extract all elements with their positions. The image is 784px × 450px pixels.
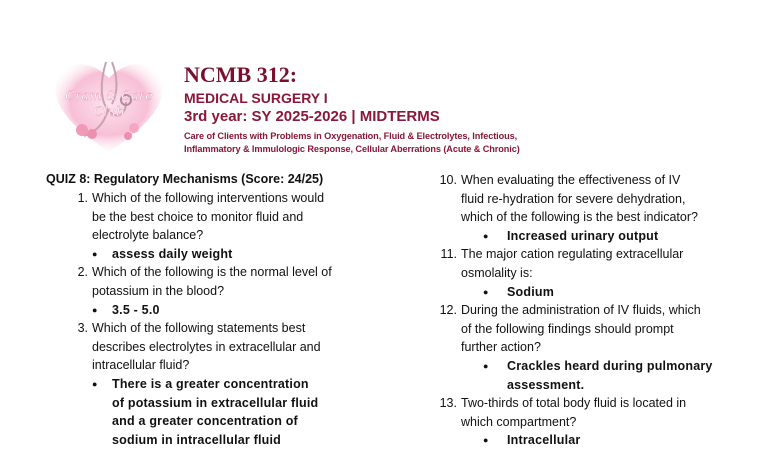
bullet-icon: ● xyxy=(483,435,489,446)
question-number: 10. xyxy=(439,173,457,187)
course-scope-line: Inflammatory & Immulologic Response, Cellular Aberrations (Acute & Chronic) xyxy=(184,143,520,154)
question-number: 2. xyxy=(77,265,88,280)
question-item xyxy=(437,171,777,227)
question-text-line: further action? xyxy=(461,340,541,355)
quiz-title: QUIZ 8: Regulatory Mechanisms (Score: 24/25) xyxy=(46,172,324,186)
question-number: 13. xyxy=(439,396,457,411)
question-text-line: Which of the following interventions would xyxy=(92,191,325,205)
term-label: 3rd year: SY 2025-2026 | MIDTERMS xyxy=(184,108,440,125)
answer-item xyxy=(66,245,376,264)
answer-text-line: and a greater concentration of xyxy=(112,414,298,429)
logo-text-club: Club xyxy=(93,105,125,120)
question-text-line: intracellular fluid? xyxy=(92,358,190,373)
question-list-left xyxy=(66,189,376,449)
question-number: 1. xyxy=(77,191,88,205)
question-text-line: osmolality is: xyxy=(461,265,533,280)
course-scope xyxy=(184,130,774,155)
bullet-icon: ● xyxy=(483,230,489,241)
club-logo xyxy=(48,52,170,158)
answer-text-line: assess daily weight xyxy=(112,246,233,261)
question-text-line: be the best choice to monitor fluid and xyxy=(92,209,304,224)
answer-text-line: Intracellular xyxy=(507,433,581,448)
question-number: 3. xyxy=(77,321,88,336)
document-header xyxy=(184,62,774,155)
question-item xyxy=(437,394,777,431)
question-item xyxy=(437,245,777,282)
question-text-line: Two-thirds of total body fluid is located in xyxy=(461,396,687,411)
bullet-icon: ● xyxy=(483,286,489,297)
question-item xyxy=(66,189,376,245)
question-text-line: describes electrolytes in extracellular and xyxy=(92,339,321,354)
question-text-line: potassium in the blood? xyxy=(92,283,225,298)
answer-item xyxy=(437,227,777,246)
answer-text-line: Sodium xyxy=(507,284,555,299)
question-text-line: During the administration of IV fluids, which xyxy=(461,303,701,318)
answer-text-line: sodium in intracellular fluid xyxy=(112,432,282,447)
question-text-line: electrolyte balance? xyxy=(92,228,204,243)
answer-text-line: Increased urinary output xyxy=(507,228,659,243)
heart-icon xyxy=(48,52,170,158)
question-text-line: The major cation regulating extracellular xyxy=(461,247,684,262)
answer-text-line: assessment. xyxy=(507,377,585,392)
answer-item xyxy=(66,375,376,449)
question-text-line: Which of the following statements best xyxy=(92,321,306,336)
course-code: NCMB 312: xyxy=(184,62,298,87)
question-list-right xyxy=(437,171,777,450)
answer-item xyxy=(437,357,777,394)
course-scope-line: Care of Clients with Problems in Oxygenation, Fluid & Electrolytes, Infectious, xyxy=(184,131,518,141)
logo-text: Cram & Care xyxy=(65,89,153,104)
question-text-line: of the following findings should prompt xyxy=(461,321,674,336)
course-name: MEDICAL SURGERY I xyxy=(184,90,328,106)
answer-text-line: 3.5 - 5.0 xyxy=(112,302,160,317)
question-text-line: fluid re-hydration for severe dehydration, xyxy=(461,191,686,206)
bullet-icon: ● xyxy=(92,304,98,315)
question-text-line: which compartment? xyxy=(461,414,577,429)
answer-item xyxy=(437,283,777,302)
answer-item xyxy=(66,301,376,320)
question-text-line: which of the following is the best indicator? xyxy=(461,210,698,225)
bullet-icon: ● xyxy=(483,360,489,371)
question-item xyxy=(66,263,376,300)
bullet-icon: ● xyxy=(92,378,98,389)
question-item xyxy=(66,319,376,375)
question-number: 11. xyxy=(440,247,457,262)
bullet-icon: ● xyxy=(92,248,98,259)
question-item xyxy=(437,301,777,357)
question-text-line: When evaluating the effectiveness of IV xyxy=(461,173,681,187)
answer-text-line: Crackles heard during pulmonary xyxy=(507,358,713,373)
question-number: 12. xyxy=(439,303,457,318)
question-text-line: Which of the following is the normal level of xyxy=(92,265,332,280)
answer-text-line: There is a greater concentration xyxy=(112,376,309,391)
answer-text-line: of potassium in extracellular fluid xyxy=(112,395,319,410)
